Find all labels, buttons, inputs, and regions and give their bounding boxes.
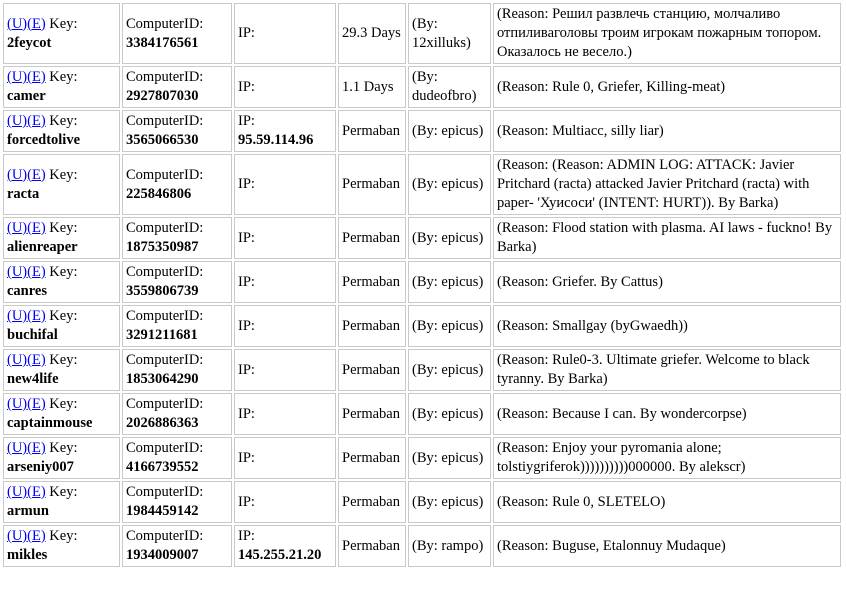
key-label: Key: <box>45 484 78 500</box>
ip-value: 95.59.114.96 <box>238 132 314 148</box>
key-label: Key: <box>45 166 78 183</box>
ban-duration: Permaban <box>338 393 406 435</box>
banned-by: (By: epicus) <box>408 305 491 347</box>
ban-row <box>3 525 841 567</box>
computer-id-label: ComputerID: <box>126 15 204 32</box>
ip-label: IP: <box>238 229 255 246</box>
player-key: new4life <box>7 371 59 387</box>
ip-cell <box>234 481 336 523</box>
ban-reason: (Reason: Griefer. By Cattus) <box>493 261 841 303</box>
ban-row <box>3 437 841 479</box>
key-label: Key: <box>45 220 78 236</box>
banned-by: (By: 12xilluks) <box>408 3 491 64</box>
ip-cell <box>234 66 336 108</box>
computer-id-label: ComputerID: <box>126 113 204 129</box>
ip-label: IP: <box>238 273 255 290</box>
computer-id-cell <box>122 481 232 523</box>
banned-by: (By: epicus) <box>408 481 491 523</box>
computer-id-value: 1984459142 <box>126 503 199 519</box>
computer-id-cell <box>122 110 232 152</box>
edit-ban-link[interactable]: (E) <box>27 440 46 456</box>
ban-row <box>3 393 841 435</box>
computer-id-value: 2927807030 <box>126 88 199 104</box>
ban-row <box>3 154 841 215</box>
ip-label: IP: <box>238 317 255 334</box>
ip-cell <box>234 217 336 259</box>
key-label: Key: <box>45 113 78 129</box>
ip-cell <box>234 525 336 567</box>
unban-link[interactable]: (U) <box>7 166 28 183</box>
banned-by: (By: rampo) <box>408 525 491 567</box>
ban-reason: (Reason: Rule 0, SLETELO) <box>493 481 841 523</box>
unban-link[interactable]: (U) <box>7 308 28 324</box>
ip-cell <box>234 393 336 435</box>
computer-id-cell <box>122 3 232 64</box>
ban-duration: 29.3 Days <box>338 3 406 64</box>
ban-key-cell <box>3 261 120 303</box>
unban-link[interactable]: (U) <box>7 396 28 412</box>
player-key: arseniy007 <box>7 459 74 475</box>
player-key: buchifal <box>7 327 58 343</box>
ban-key-cell <box>3 305 120 347</box>
unban-link[interactable]: (U) <box>7 264 28 280</box>
computer-id-label: ComputerID: <box>126 484 204 500</box>
unban-link[interactable]: (U) <box>7 220 28 236</box>
ban-duration: Permaban <box>338 217 406 259</box>
ban-key-cell <box>3 110 120 152</box>
banned-by: (By: epicus) <box>408 217 491 259</box>
computer-id-value: 3559806739 <box>126 283 199 299</box>
computer-id-label: ComputerID: <box>126 528 204 544</box>
ban-reason: (Reason: Rule 0, Griefer, Killing-meat) <box>493 66 841 108</box>
key-label: Key: <box>45 352 78 368</box>
computer-id-cell <box>122 154 232 215</box>
ip-cell <box>234 154 336 215</box>
computer-id-value: 3565066530 <box>126 132 199 148</box>
ban-key-cell <box>3 349 120 391</box>
player-key: mikles <box>7 547 48 563</box>
edit-ban-link[interactable]: (E) <box>27 264 46 280</box>
player-key: racta <box>7 185 40 202</box>
unban-link[interactable]: (U) <box>7 528 28 544</box>
player-key: armun <box>7 503 49 519</box>
computer-id-value: 1934009007 <box>126 547 199 563</box>
edit-ban-link[interactable]: (E) <box>27 484 46 500</box>
ban-duration: Permaban <box>338 437 406 479</box>
edit-ban-link[interactable]: (E) <box>27 15 46 32</box>
key-label: Key: <box>45 15 78 32</box>
ip-label: IP: <box>238 113 255 129</box>
computer-id-label: ComputerID: <box>126 166 204 183</box>
ban-list-table <box>1 1 843 569</box>
key-label: Key: <box>45 308 78 324</box>
ban-duration: 1.1 Days <box>338 66 406 108</box>
player-key: captainmouse <box>7 415 93 431</box>
ban-reason: (Reason: Multiacc, silly liar) <box>493 110 841 152</box>
ban-reason: (Reason: Because I can. By wondercorpse) <box>493 393 841 435</box>
computer-id-value: 1853064290 <box>126 371 199 387</box>
ban-key-cell <box>3 393 120 435</box>
banned-by: (By: epicus) <box>408 349 491 391</box>
banned-by: (By: epicus) <box>408 437 491 479</box>
ban-row <box>3 217 841 259</box>
unban-link[interactable]: (U) <box>7 113 28 129</box>
ban-key-cell <box>3 154 120 215</box>
player-key: canres <box>7 283 48 299</box>
computer-id-label: ComputerID: <box>126 308 204 324</box>
key-label: Key: <box>45 440 78 456</box>
banned-by: (By: dudeofbro) <box>408 66 491 108</box>
ban-row <box>3 110 841 152</box>
ban-key-cell <box>3 525 120 567</box>
ip-cell <box>234 110 336 152</box>
ban-reason: (Reason: (Reason: ADMIN LOG: ATTACK: Javier Pritchard (racta) attacked Javier Pritchard (racta) with paper- 'Хуисоси' (INTENT: HURT)). By Barka) <box>493 154 841 215</box>
computer-id-value: 1875350987 <box>126 239 199 255</box>
ip-label: IP: <box>238 493 255 510</box>
edit-ban-link[interactable]: (E) <box>27 166 46 183</box>
ban-reason: (Reason: Rule0-3. Ultimate griefer. Welcome to black tyranny. By Barka) <box>493 349 841 391</box>
ban-duration: Permaban <box>338 481 406 523</box>
ip-label: IP: <box>238 176 255 192</box>
computer-id-value: 2026886363 <box>126 415 199 431</box>
ban-duration: Permaban <box>338 110 406 152</box>
key-label: Key: <box>45 528 78 544</box>
unban-link[interactable]: (U) <box>7 352 28 368</box>
computer-id-label: ComputerID: <box>126 220 204 236</box>
computer-id-cell <box>122 393 232 435</box>
computer-id-label: ComputerID: <box>126 352 204 368</box>
ip-label: IP: <box>238 25 255 41</box>
ban-row <box>3 66 841 108</box>
unban-link[interactable]: (U) <box>7 440 28 456</box>
computer-id-value: 3291211681 <box>126 327 198 343</box>
edit-ban-link[interactable]: (E) <box>27 113 46 129</box>
ip-cell <box>234 349 336 391</box>
ban-reason: (Reason: Enjoy your pyromania alone; tolstiygriferok))))))))))000000. By alekscr) <box>493 437 841 479</box>
ban-duration: Permaban <box>338 349 406 391</box>
ip-label: IP: <box>238 405 255 422</box>
edit-ban-link[interactable]: (E) <box>27 352 46 368</box>
computer-id-cell <box>122 217 232 259</box>
player-key: camer <box>7 88 46 104</box>
ip-label: IP: <box>238 78 255 95</box>
ip-cell <box>234 261 336 303</box>
computer-id-value: 225846806 <box>126 185 192 202</box>
ban-row <box>3 261 841 303</box>
ban-row <box>3 3 841 64</box>
ip-cell <box>234 437 336 479</box>
computer-id-cell <box>122 525 232 567</box>
player-key: alienreaper <box>7 239 78 255</box>
banned-by: (By: epicus) <box>408 393 491 435</box>
ban-key-cell <box>3 3 120 64</box>
key-label: Key: <box>45 69 78 85</box>
ban-reason: (Reason: Flood station with plasma. AI laws - fuckno! By Barka) <box>493 217 841 259</box>
computer-id-cell <box>122 349 232 391</box>
ban-key-cell <box>3 481 120 523</box>
ip-cell <box>234 305 336 347</box>
key-label: Key: <box>45 264 78 280</box>
ban-reason: (Reason: Buguse, Etalonnuy Mudaque) <box>493 525 841 567</box>
ip-cell <box>234 3 336 64</box>
edit-ban-link[interactable]: (E) <box>27 220 46 236</box>
computer-id-value: 3384176561 <box>126 34 199 51</box>
unban-link[interactable]: (U) <box>7 15 28 32</box>
banned-by: (By: epicus) <box>408 110 491 152</box>
computer-id-label: ComputerID: <box>126 264 204 280</box>
ban-key-cell <box>3 437 120 479</box>
player-key: forcedtolive <box>7 132 81 148</box>
computer-id-cell <box>122 305 232 347</box>
ip-label: IP: <box>238 449 255 466</box>
computer-id-label: ComputerID: <box>126 69 204 85</box>
ban-key-cell <box>3 66 120 108</box>
computer-id-label: ComputerID: <box>126 396 204 412</box>
edit-ban-link[interactable]: (E) <box>27 528 46 544</box>
computer-id-label: ComputerID: <box>126 440 204 456</box>
player-key: 2feycot <box>7 34 52 51</box>
key-label: Key: <box>45 396 78 412</box>
ip-label: IP: <box>238 528 255 544</box>
ban-row <box>3 305 841 347</box>
ban-row <box>3 349 841 391</box>
edit-ban-link[interactable]: (E) <box>27 69 46 85</box>
edit-ban-link[interactable]: (E) <box>27 308 46 324</box>
ban-duration: Permaban <box>338 525 406 567</box>
banned-by: (By: epicus) <box>408 154 491 215</box>
computer-id-cell <box>122 261 232 303</box>
ban-duration: Permaban <box>338 154 406 215</box>
ban-key-cell <box>3 217 120 259</box>
ban-row <box>3 481 841 523</box>
computer-id-cell <box>122 437 232 479</box>
ban-duration: Permaban <box>338 261 406 303</box>
computer-id-value: 4166739552 <box>126 459 199 475</box>
ban-reason: (Reason: Smallgay (byGwaedh)) <box>493 305 841 347</box>
ban-duration: Permaban <box>338 305 406 347</box>
ip-value: 145.255.21.20 <box>238 547 322 563</box>
ban-list-body <box>3 3 841 567</box>
computer-id-cell <box>122 66 232 108</box>
edit-ban-link[interactable]: (E) <box>27 396 46 412</box>
unban-link[interactable]: (U) <box>7 69 28 85</box>
ban-reason: (Reason: Решил развлечь станцию, молчаливо отпиливаголовы троим игрокам пожарным топором. Оказалось не весело.) <box>493 3 841 64</box>
banned-by: (By: epicus) <box>408 261 491 303</box>
unban-link[interactable]: (U) <box>7 484 28 500</box>
ip-label: IP: <box>238 361 255 378</box>
